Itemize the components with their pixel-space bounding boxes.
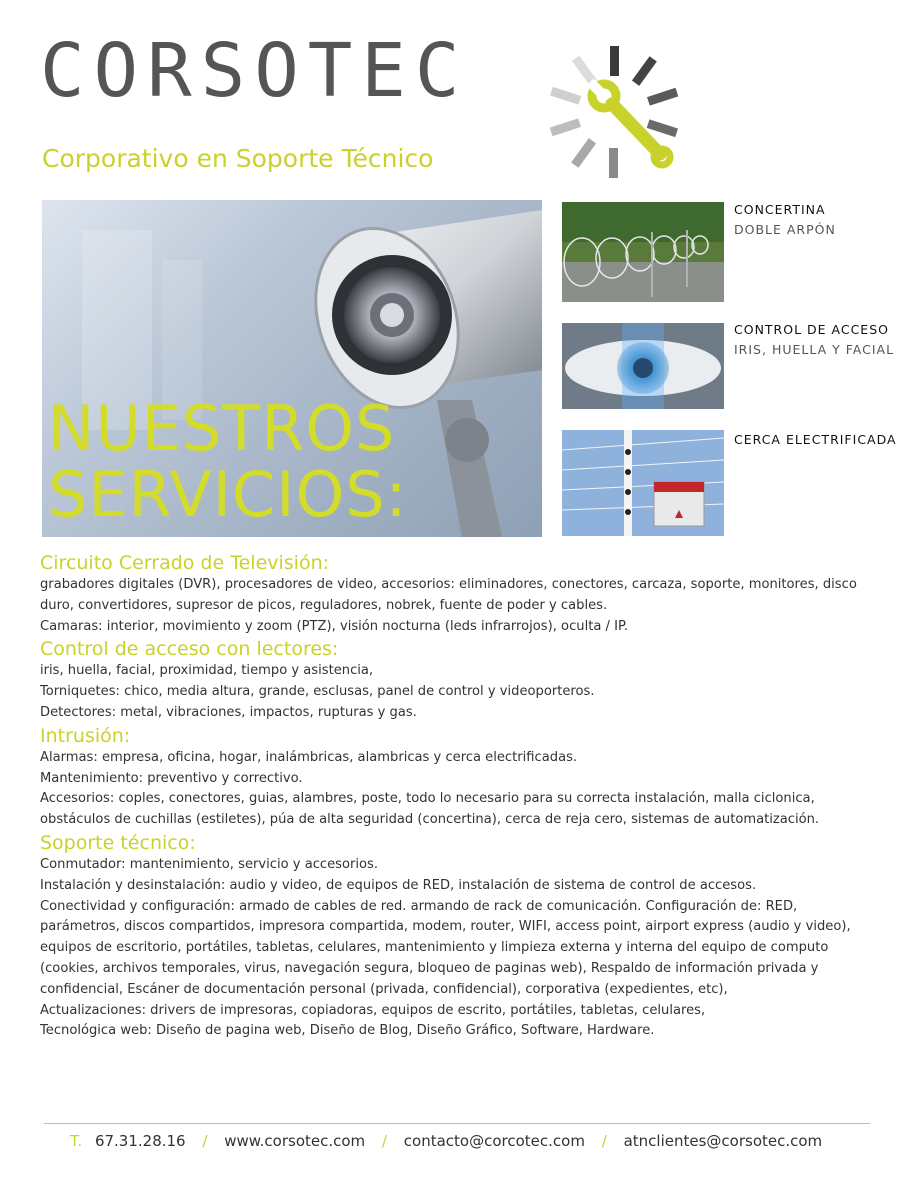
section-heading-cctv: Circuito Cerrado de Televisión:	[40, 552, 330, 574]
section-heading-intrusion: Intrusión:	[40, 724, 131, 747]
section-heading-tech-support: Soporte técnico:	[40, 831, 196, 854]
phone-label: T.	[70, 1132, 83, 1150]
support-email-link[interactable]: atnclientes@corsotec.com	[623, 1132, 823, 1150]
wrench-gear-logo-icon	[544, 42, 684, 182]
service-card-electric-fence	[734, 430, 904, 450]
section-paragraph: Tecnológica web: Diseño de pagina web, Diseño de Blog, Diseño Gráfico, Software, Hardware.	[40, 1023, 655, 1039]
section-paragraph: Conectividad y configuración: armado de cables de red. armando de rack de comunicación. Configuración de: RED, parámetros, discos compartidos, impresora compartida, modem, router, WIFI, access point, airport express (audio y video), equipos de escritorio, portátiles, tabletas, celulares, mantenimiento y limpieza externa y interna del equipo de computo (cookies, archivos temporales, virus, navegación segura, bloqueo de paginas web), Respaldo de información privada y confidencial, Escáner de documentación personal (privada, confidencial), corporativa (expedientes, etc),	[40, 898, 851, 997]
company-logo-text: CORSOTEC	[40, 28, 469, 114]
section-paragraph: grabadores digitales (DVR), procesadores de video, accesorios: eliminadores, conectores, carcaza, soporte, monitores, disco duro, convertidores, supresor de picos, reguladores, nobrek, fuente de poder y cables.	[40, 577, 857, 613]
access-control-iris-image	[562, 323, 724, 409]
service-card-concertina	[734, 200, 904, 240]
hero-title-line-2: SERVICIOS:	[48, 458, 408, 531]
electric-fence-image	[562, 430, 724, 536]
contact-email-link[interactable]: contacto@corcotec.com	[403, 1132, 585, 1150]
section-paragraph: iris, huella, facial, proximidad, tiempo y asistencia,	[40, 663, 374, 679]
footer-separator: /	[601, 1132, 607, 1150]
section-paragraph: Camaras: interior, movimiento y zoom (PTZ), visión nocturna (leds infrarrojos), oculta / IP.	[40, 618, 628, 634]
footer-divider	[44, 1123, 870, 1124]
footer-contact-bar	[70, 1132, 830, 1150]
service-title: CONCERTINA	[734, 202, 826, 217]
section-paragraph: Torniquetes: chico, media altura, grande, esclusas, panel de control y videoporteros.	[40, 684, 595, 700]
section-paragraph: Instalación y desinstalación: audio y video, de equipos de RED, instalación de sistema de control de accesos.	[40, 877, 757, 893]
section-heading-access-control: Control de acceso con lectores:	[40, 638, 339, 661]
section-paragraph: Alarmas: empresa, oficina, hogar, inalámbricas, alambricas y cerca electrificadas.	[40, 749, 578, 765]
service-card-access-control	[734, 320, 904, 360]
company-tagline: Corporativo en Soporte Técnico	[42, 144, 434, 173]
hero-title-line-1: NUESTROS	[48, 392, 396, 465]
hero-title	[48, 392, 408, 531]
service-title: CERCA ELECTRIFICADA	[734, 432, 897, 447]
service-title: CONTROL DE ACCESO	[734, 322, 889, 337]
hero-banner	[42, 200, 542, 537]
services-content	[40, 551, 880, 1042]
footer-separator: /	[202, 1132, 208, 1150]
website-link[interactable]: www.corsotec.com	[224, 1132, 366, 1150]
section-paragraph: Detectores: metal, vibraciones, impactos, rupturas y gas.	[40, 704, 417, 720]
phone-number[interactable]: 67.31.28.16	[94, 1132, 186, 1150]
section-paragraph: Accesorios: coples, conectores, guias, alambres, poste, todo lo necesario para su correcta instalación, malla ciclonica, obstáculos de cuchillas (estiletes), púa de alta seguridad (concertina), cerca de reja cero, sistemas de automatización.	[40, 791, 820, 828]
section-paragraph: Actualizaciones: drivers de impresoras, copiadoras, equipos de escrito, portátiles, tabletas, celulares,	[40, 1002, 706, 1018]
section-paragraph: Mantenimiento: preventivo y correctivo.	[40, 770, 303, 786]
section-paragraph: Conmutador: mantenimiento, servicio y accesorios.	[40, 856, 379, 872]
service-subtitle: DOBLE ARPÓN	[734, 222, 836, 237]
concertina-image	[562, 202, 724, 302]
footer-separator: /	[381, 1132, 388, 1150]
service-subtitle: IRIS, HUELLA Y FACIAL	[734, 342, 895, 357]
